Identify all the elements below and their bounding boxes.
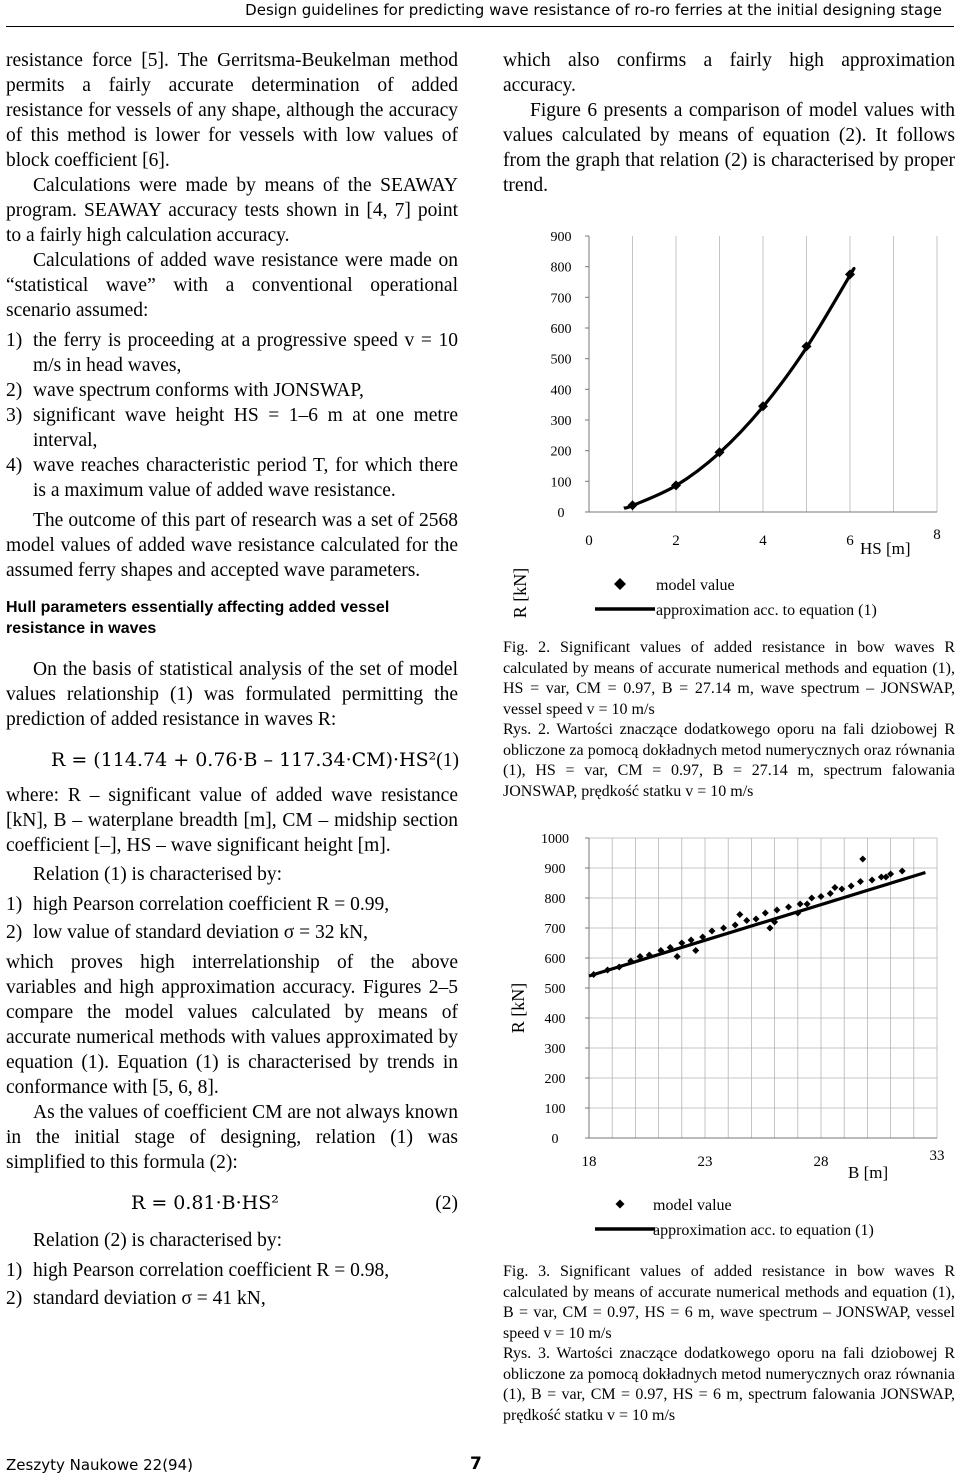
y-tick-label: 300	[544, 1042, 566, 1057]
list-text: standard deviation σ = 41 kN,	[33, 1288, 266, 1309]
fig3-approximation-series	[589, 873, 925, 977]
list-text: the ferry is proceeding at a progressive speed v = 10 m/s in head waves,	[33, 330, 458, 376]
list-text: significant wave height HS = 1–6 m at one metre interval,	[33, 405, 458, 451]
paragraph: Figure 6 presents a comparison of model values with values calculated by means of equation (2). It follows from the graph that relation (2) is characterised by proper trend.	[503, 100, 955, 196]
fig2-y-ticks	[551, 230, 590, 521]
scenario-list	[6, 328, 458, 503]
list-item	[6, 1286, 458, 1311]
fig2-y-axis-label: R [kN]	[510, 567, 530, 619]
y-tick-label: 0	[551, 1132, 559, 1147]
equation-2-formula: R = 0.81·B·HS²	[131, 1192, 279, 1214]
y-tick-label: 800	[544, 892, 566, 907]
running-header: Design guidelines for predicting wave resistance of ro-ro ferries at the initial designing stage	[245, 1, 942, 19]
fig3-caption	[503, 1262, 955, 1426]
data-point	[831, 884, 838, 891]
y-tick-label: 300	[550, 414, 572, 429]
left-column	[6, 48, 458, 1311]
data-point	[785, 904, 792, 911]
section-heading: Hull parameters essentially affecting added vessel resistance in waves	[6, 599, 390, 637]
fig2-legend	[595, 577, 877, 619]
equation-2-number: (2)	[435, 1193, 458, 1214]
list-number: 3)	[6, 405, 23, 426]
legend-label: model value	[656, 577, 735, 594]
data-point	[753, 916, 760, 923]
list-text: high Pearson correlation coefficient R = 0.99,	[33, 894, 390, 915]
data-point	[827, 890, 834, 897]
fig3-x-axis-label: B [m]	[848, 1163, 889, 1182]
list-text: low value of standard deviation σ = 32 kN,	[33, 922, 369, 943]
x-tick-label: 4	[759, 533, 767, 549]
paragraph: Calculations were made by means of the SEAWAY program. SEAWAY accuracy tests shown in [4, 7] point to a fairly high calculation accuracy.	[6, 175, 458, 246]
paragraph: The outcome of this part of research was a set of 2568 model values of added wave resistance calculated for the assumed ferry shapes and accepted wave parameters.	[6, 510, 458, 581]
data-point	[818, 893, 825, 900]
paragraph: As the values of coefficient CM are not always known in the initial stage of designing, relation (1) was simplified to this formula (2):	[6, 1102, 458, 1173]
x-tick-label: 8	[933, 527, 941, 543]
list-number: 1)	[6, 330, 23, 351]
footer-journal: Zeszyty Naukowe 22(94)	[6, 1456, 193, 1474]
data-point	[899, 868, 906, 875]
x-tick-label: 23	[697, 1154, 713, 1170]
data-point	[808, 895, 815, 902]
equation-1	[6, 748, 458, 773]
y-tick-label: 100	[544, 1102, 566, 1117]
legend-label: approximation acc. to equation (1)	[656, 602, 877, 619]
approximation-curve	[589, 873, 925, 977]
fig3-chart	[503, 820, 958, 1245]
fig2-caption	[503, 638, 955, 802]
x-tick-label: 2	[672, 533, 680, 549]
list-item	[6, 403, 458, 453]
data-point	[692, 947, 699, 954]
data-point	[804, 901, 811, 908]
fig2-grid	[589, 236, 937, 512]
y-tick-label: 200	[550, 444, 572, 460]
fig3-y-axis-label: R [kN]	[508, 982, 528, 1034]
legend-label: approximation acc. to equation (1)	[653, 1222, 874, 1239]
data-point	[628, 500, 638, 510]
list-number: 2)	[6, 380, 23, 401]
list-number: 4)	[6, 455, 23, 476]
data-point	[736, 911, 743, 918]
list-number: 1)	[6, 894, 23, 915]
y-tick-label: 900	[544, 862, 566, 877]
y-tick-label: 700	[550, 291, 572, 307]
fig3-grid	[589, 838, 937, 1138]
data-point	[762, 910, 769, 917]
equation-1-number: (1)	[436, 750, 460, 771]
y-tick-label: 500	[544, 982, 566, 997]
data-point	[869, 877, 876, 884]
equation-2	[6, 1191, 458, 1216]
y-tick-label: 600	[544, 952, 566, 967]
y-tick-label: 1000	[541, 832, 569, 847]
y-tick-label: 200	[544, 1072, 566, 1087]
data-point	[732, 922, 739, 929]
paragraph: resistance force [5]. The Gerritsma-Beukelman method permits a fairly accurate determination of added resistance for vessels of any shape, although the accuracy of this method is lower for vessels with low values of block coefficient [6].	[6, 50, 458, 171]
fig2-model-series	[628, 269, 856, 510]
y-tick-label: 400	[544, 1012, 566, 1027]
x-tick-label: 18	[581, 1154, 597, 1170]
fig2-x-axis-label: HS [m]	[860, 539, 911, 558]
equation-1-formula: R = (114.74 + 0.76·B – 117.34·CM)·HS²	[51, 749, 437, 771]
y-tick-label: 800	[550, 260, 572, 276]
y-tick-label: 700	[544, 922, 566, 937]
fig3-y-ticks	[541, 832, 589, 1147]
fig3-caption-en: Fig. 3. Significant values of added resistance in bow waves R calculated by means of accurate numerical methods and equation (1), B = var, CM = 0.97, HS = 6 m, wave spectrum – JONSWAP, vessel speed v = 10 m/s	[503, 1263, 955, 1342]
footer-page-number: 7	[470, 1454, 482, 1474]
list-item	[6, 453, 458, 503]
y-tick-label: 600	[550, 322, 572, 337]
list-number: 2)	[6, 922, 23, 943]
paragraph: where: R – significant value of added wave resistance [kN], B – waterplane breadth [m], CM – midship section coefficient [–], HS – wave significant height [m].	[6, 785, 458, 856]
relation2-list	[6, 1258, 458, 1311]
fig3-legend	[595, 1197, 874, 1239]
paragraph: which proves high interrelationship of the above variables and high approximation accuracy. Figures 2–5 compare the model values calculated by means of accurate numerical methods with values approximated by equation (1). Equation (1) is characterised by trends in conformance with [5, 6, 8].	[6, 952, 458, 1098]
list-item	[6, 892, 458, 917]
x-tick-label: 0	[585, 533, 593, 549]
y-tick-label: 500	[550, 352, 572, 368]
y-tick-label: 900	[550, 230, 572, 245]
list-text: wave spectrum conforms with JONSWAP,	[33, 380, 364, 401]
data-point	[766, 925, 773, 932]
y-tick-label: 0	[557, 506, 565, 521]
fig2-approximation-series	[624, 269, 854, 509]
legend-marker-icon	[614, 578, 626, 590]
x-tick-label: 33	[929, 1148, 945, 1164]
x-tick-label: 28	[813, 1154, 829, 1170]
data-point	[857, 878, 864, 885]
right-column	[503, 48, 955, 198]
fig3-x-ticks	[582, 1148, 945, 1170]
fig2-caption-en: Fig. 2. Significant values of added resistance in bow waves R calculated by means of accurate numerical methods and equation (1), HS = var, CM = 0.97, B = 27.14 m, wave spectrum – JONSWAP, vessel speed v = 10 m/s	[503, 639, 955, 718]
x-tick-label: 6	[846, 533, 854, 549]
relation1-list	[6, 892, 458, 945]
y-tick-label: 100	[550, 475, 572, 491]
data-point	[743, 917, 750, 924]
data-point	[674, 953, 681, 960]
paragraph: Calculations of added wave resistance were made on “statistical wave” with a conventional operational scenario assumed:	[6, 250, 458, 321]
data-point	[848, 883, 855, 890]
list-text: high Pearson correlation coefficient R = 0.98,	[33, 1260, 390, 1281]
fig2-chart	[503, 218, 958, 628]
fig2-caption-pl: Rys. 2. Wartości znaczące dodatkowego oporu na fali dziobowej R obliczone za pomocą dokładnych metod numerycznych oraz równania (1), HS = var, CM = 0.97, B = 27.14 m, spectrum falowania JONSWAP, prędkość statku v = 10 m/s	[503, 721, 955, 800]
paragraph: which also confirms a fairly high approximation accuracy.	[503, 50, 955, 96]
y-tick-label: 400	[550, 383, 572, 399]
paragraph: Relation (1) is characterised by:	[33, 864, 283, 885]
paragraph: On the basis of statistical analysis of the set of model values relationship (1) was formulated permitting the prediction of added resistance in waves R:	[6, 659, 458, 730]
list-text: wave reaches characteristic period T, for which there is a maximum value of added wave resistance.	[33, 455, 458, 501]
list-item	[6, 920, 458, 945]
list-item	[6, 328, 458, 378]
legend-label: model value	[653, 1197, 732, 1214]
header-rule	[6, 26, 954, 27]
list-item	[6, 378, 458, 403]
data-point	[720, 925, 727, 932]
approximation-curve	[624, 269, 854, 509]
list-number: 2)	[6, 1288, 23, 1309]
legend-marker-icon	[616, 1200, 625, 1209]
list-number: 1)	[6, 1260, 23, 1281]
list-item	[6, 1258, 458, 1283]
data-point	[708, 928, 715, 935]
fig3-caption-pl: Rys. 3. Wartości znaczące dodatkowego oporu na fali dziobowej R obliczone za pomocą dokładnych metod numerycznych oraz równania (1), B = var, CM = 0.97, HS = 6 m, spectrum falowania JONSWAP, prędkość statku v = 10 m/s	[503, 1345, 955, 1424]
paragraph: Relation (2) is characterised by:	[33, 1230, 283, 1251]
data-point	[859, 856, 866, 863]
